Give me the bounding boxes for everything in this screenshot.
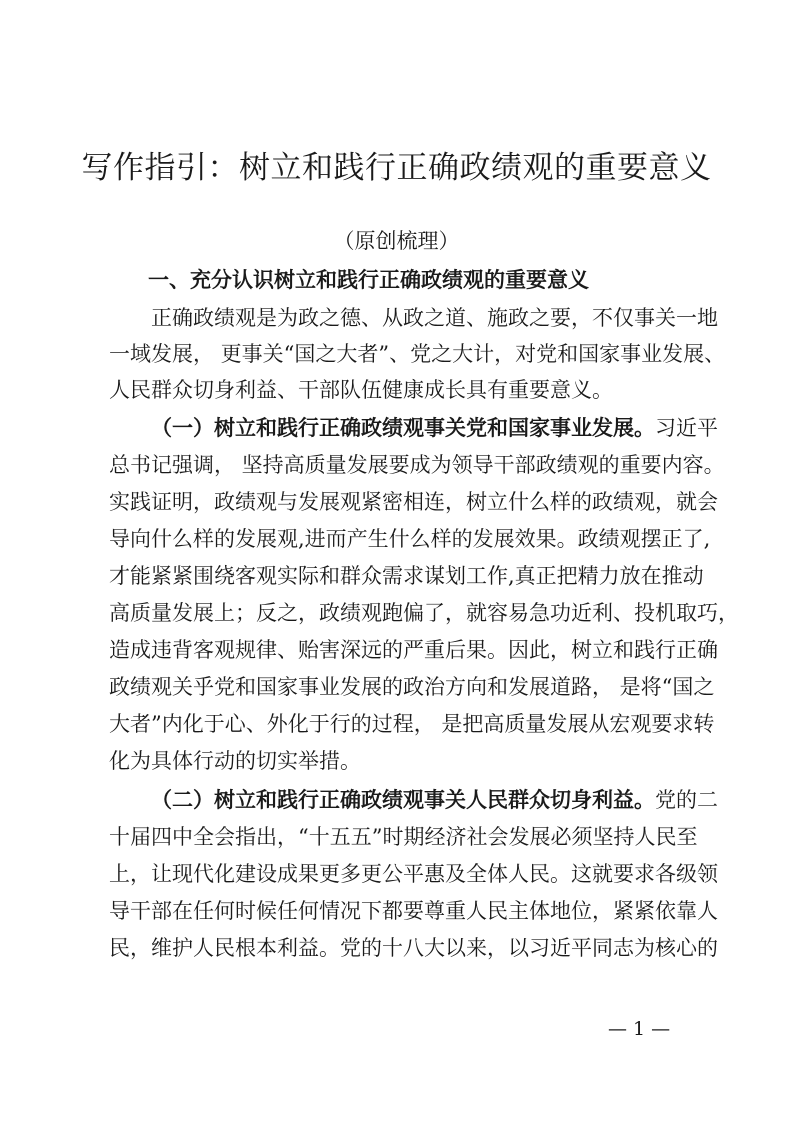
paragraph-line: 民，维护人民根本利益。党的十八大以来，以习近平同志为核心的 bbox=[109, 936, 718, 960]
paragraph-line: 正确政绩观是为政之德、从政之道、施政之要，不仅事关一地 bbox=[151, 306, 718, 330]
document-title: 写作指引：树立和践行正确政绩观的重要意义 bbox=[81, 150, 712, 186]
point1-first-line bbox=[151, 410, 718, 446]
paragraph-line: 总书记强调， 坚持高质量发展要成为领导干部政绩观的重要内容。 bbox=[109, 453, 725, 477]
point2-first-line-rest: 党的二 bbox=[655, 788, 718, 812]
point1-first-line-rest: 习近平 bbox=[655, 416, 718, 440]
paragraph-line: 政绩观关乎党和国家事业发展的政治方向和发展道路， 是将“国之 bbox=[109, 675, 715, 699]
paragraph-line: 一域发展， 更事关“国之大者”、党之大计，对党和国家事业发展、 bbox=[109, 342, 726, 366]
paragraph-line: 才能紧紧围绕客观实际和群众需求谋划工作,真正把精力放在推动 bbox=[109, 564, 704, 588]
paragraph-line: 上，让现代化建设成果更多更公平惠及全体人民。这就要求各级领 bbox=[109, 862, 718, 886]
paragraph-line: 化为具体行动的切实举措。 bbox=[109, 749, 361, 773]
paragraph-line: 造成违背客观规律、贻害深远的严重后果。因此，树立和践行正确 bbox=[109, 638, 718, 662]
point1-heading: （一）树立和践行正确政绩观事关党和国家事业发展。 bbox=[151, 415, 655, 440]
point2-first-line bbox=[151, 782, 718, 818]
paragraph-line: 人民群众切身利益、干部队伍健康成长具有重要意义。 bbox=[109, 378, 613, 402]
page-number: — 1 — bbox=[608, 1018, 671, 1040]
paragraph-line: 导向什么样的发展观,进而产生什么样的发展效果。政绩观摆正了, bbox=[109, 527, 711, 551]
point2-heading: （二）树立和践行正确政绩观事关人民群众切身利益。 bbox=[151, 787, 655, 812]
document-subtitle: （原创梳理） bbox=[333, 229, 460, 253]
paragraph-line: 大者”内化于心、外化于行的过程， 是把高质量发展从宏观要求转 bbox=[109, 712, 715, 736]
paragraph-line: 十届四中全会指出，“十五五”时期经济社会发展必须坚持人民至 bbox=[109, 825, 698, 849]
section-heading: 一、充分认识树立和践行正确政绩观的重要意义 bbox=[148, 268, 589, 292]
paragraph-line: 高质量发展上；反之，政绩观跑偏了，就容易急功近利、投机取巧， bbox=[109, 601, 739, 625]
paragraph-line: 实践证明，政绩观与发展观紧密相连，树立什么样的政绩观，就会 bbox=[109, 490, 718, 514]
paragraph-line: 导干部在任何时候任何情况下都要尊重人民主体地位，紧紧依靠人 bbox=[109, 899, 718, 923]
